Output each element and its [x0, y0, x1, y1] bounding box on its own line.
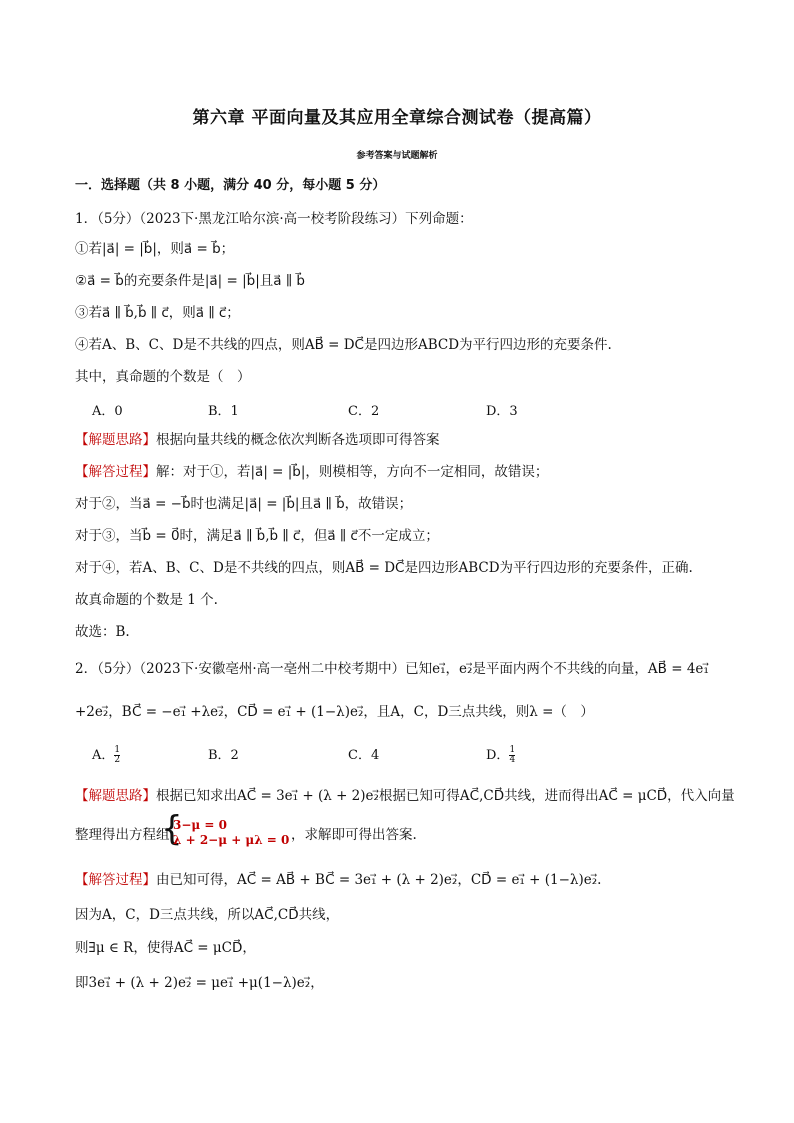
q1-process-line-1: 解：对于①，若|a⃗| = |b⃗|，则模相等，方向不一定相同，故错误；	[156, 464, 549, 480]
q2-option-c: C．4	[348, 748, 380, 763]
q1-option-b: B．1	[208, 404, 239, 419]
q2-equation-2: λ + 2−μ + μλ = 0	[173, 833, 290, 847]
q2-equation-1: 3−μ = 0	[173, 818, 227, 832]
q1-statement-4: ④若A、B、C、D是不共线的四点，则AB⃗ = DC⃗是四边形ABCD为平行四边形的充要条件.	[75, 337, 612, 353]
q1-answer: 故选：B.	[75, 624, 130, 640]
q1-process-label: 【解答过程】	[75, 464, 156, 480]
q2-idea-label: 【解题思路】	[75, 788, 156, 804]
q1-process-line-4: 对于④，若A、B、C、D是不共线的四点，则AB⃗ = DC⃗是四边形ABCD为平行四边形的充要条件，正确.	[75, 560, 693, 576]
q2-option-a-label: A．	[92, 748, 115, 763]
q1-question: 其中，真命题的个数是（ ）	[75, 369, 251, 385]
page-subtitle: 参考答案与试题解析	[356, 151, 438, 161]
q2-process-line-2: 因为A，C，D三点共线，所以AC⃗,CD⃗共线，	[75, 907, 340, 923]
q1-statement-2: ②a⃗ = b⃗的充要条件是|a⃗| = |b⃗|且a⃗ ∥ b⃗	[75, 273, 305, 289]
q2-idea-line-2-pre: 整理得出方程组	[75, 827, 170, 843]
q1-option-a: A．0	[92, 404, 123, 419]
q2-option-d	[486, 744, 515, 765]
q2-process-line-4: 即3e₁⃗ + (λ + 2)e₂⃗ = μe₁⃗ +μ(1−λ)e₂⃗，	[75, 975, 324, 991]
page-title: 第六章 平面向量及其应用全章综合测试卷（提高篇）	[192, 108, 602, 128]
q2-idea-line-2-post: ，求解即可得出答案.	[291, 827, 417, 843]
q2-option-d-label: D．	[486, 748, 510, 763]
q1-option-c: C．2	[348, 404, 380, 419]
q2-option-a-fraction	[114, 746, 120, 765]
q1-statement-3: ③若a⃗ ∥ b⃗,b⃗ ∥ c⃗，则a⃗ ∥ c⃗；	[75, 305, 240, 321]
q1-stem: 1．（5分）（2023下·黑龙江哈尔滨·高一校考阶段练习）下列命题：	[75, 211, 473, 227]
q1-idea	[75, 431, 440, 449]
q2-option-a	[92, 744, 120, 765]
q2-option-a-denominator: 2	[114, 755, 121, 765]
q1-process-line-3: 对于③，当b⃗ = 0⃗时，满足a⃗ ∥ b⃗,b⃗ ∥ c⃗，但a⃗ ∥ c⃗不一定成立；	[75, 528, 439, 544]
section-heading: 一．选择题（共 8 小题，满分 40 分，每小题 5 分）	[75, 178, 386, 193]
q2-brace-icon: {	[161, 809, 183, 849]
q2-idea-line-1: 根据已知求出AC⃗ = 3e₁⃗ + (λ + 2)e₂⃗根据已知可得AC⃗,CD⃗共线，进而得出AC⃗ = μCD⃗，代入向量	[156, 788, 735, 804]
q1-process-line-2: 对于②，当a⃗ = −b⃗时也满足|a⃗| = |b⃗|且a⃗ ∥ b⃗，故错误；	[75, 496, 413, 512]
q2-option-d-fraction	[509, 746, 515, 765]
q1-idea-text: 根据向量共线的概念依次判断各选项即可得答案	[156, 432, 440, 448]
q2-process-label: 【解答过程】	[75, 872, 156, 888]
q2-option-b: B．2	[208, 748, 239, 763]
q2-idea	[75, 787, 735, 805]
q2-process	[75, 871, 601, 889]
q2-option-d-denominator: 4	[509, 755, 516, 765]
q1-option-d: D．3	[486, 404, 518, 419]
q2-option-a-numerator: 1	[114, 745, 121, 755]
q1-process	[75, 463, 548, 481]
q1-idea-label: 【解题思路】	[75, 432, 156, 448]
q1-statement-1: ①若|a⃗| = |b⃗|，则a⃗ = b⃗；	[75, 241, 235, 257]
q2-stem-line-1: 2．（5分）（2023下·安徽亳州·高一亳州二中校考期中）已知e₁⃗，e₂⃗是平面内两个不共线的向量，AB⃗ = 4e₁⃗	[75, 661, 709, 677]
q2-stem-line-2: +2e₂⃗，BC⃗ = −e₁⃗ +λe₂⃗，CD⃗ = e₁⃗ + (1−λ)e₂⃗，且A，C，D三点共线，则λ =（ ）	[75, 704, 594, 720]
q2-option-d-numerator: 1	[509, 745, 516, 755]
q2-process-line-3: 则∃μ ∈ R，使得AC⃗ = μCD⃗，	[75, 940, 256, 956]
q1-conclusion: 故真命题的个数是 1 个.	[75, 592, 218, 608]
q2-process-line-1: 由已知可得，AC⃗ = AB⃗ + BC⃗ = 3e₁⃗ + (λ + 2)e₂⃗，CD⃗ = e₁⃗ + (1−λ)e₂⃗.	[156, 872, 602, 888]
